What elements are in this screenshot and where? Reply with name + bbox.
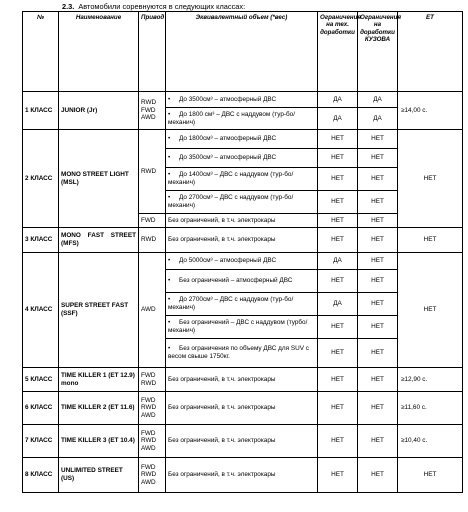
drive-type: FWD (141, 106, 156, 114)
equiv-cell (166, 92, 318, 108)
body-limit: НЕТ (358, 168, 398, 191)
equiv-text: • Без ограничения по объему ДВС для SUV с весом свыше 1750кг. (168, 345, 309, 360)
class-number: 6 КЛАСС (23, 392, 59, 425)
et-value: НЕТ (398, 458, 463, 493)
tech-limit: НЕТ (318, 191, 358, 214)
equiv-cell (166, 253, 318, 270)
equiv-cell (166, 108, 318, 130)
table-row (23, 368, 463, 392)
class-name: MONO FAST STREET (MFS) (59, 228, 139, 253)
drive-type: RWD (141, 437, 157, 445)
equiv-cell: Без ограничений, в т.ч. электрокары (166, 458, 318, 493)
equiv-cell: Без ограничений, в т.ч. электрокары (166, 368, 318, 392)
drive-type: RWD (141, 99, 157, 107)
drive-cell (139, 92, 166, 130)
drive-type: AWD (141, 478, 156, 486)
drive-type: FWD (141, 429, 156, 437)
col-header-tech: Ограничения на тех. доработки (318, 12, 358, 92)
equiv-text: • До 2700см³ – ДВС с наддувом (тур-бо/механич) (168, 194, 293, 209)
class-number: 2 КЛАСС (23, 130, 59, 228)
table-row (23, 130, 463, 149)
equiv-text: • До 3500см³ – атмосферный ДВС (168, 154, 276, 161)
drive-cell (139, 425, 166, 458)
section-number: 2.3. (62, 2, 75, 11)
tech-limit: ДА (318, 293, 358, 316)
table-row (23, 425, 463, 458)
body-limit: НЕТ (358, 339, 398, 368)
et-value: ≥11,60 с. (398, 392, 463, 425)
class-name: JUNIOR (Jr) (59, 92, 139, 130)
equiv-cell: Без ограничений, в т.ч. электрокары (166, 392, 318, 425)
tech-limit: НЕТ (318, 368, 358, 392)
equiv-cell (166, 316, 318, 339)
tech-limit: НЕТ (318, 458, 358, 493)
body-limit: НЕТ (358, 392, 398, 425)
tech-limit: ДА (318, 253, 358, 270)
class-name: MONO STREET LIGHT (MSL) (59, 130, 139, 228)
class-name: TIME KILLER 1 (ET 12.9) mono (59, 368, 139, 392)
class-number: 1 КЛАСС (23, 92, 59, 130)
et-value: НЕТ (398, 253, 463, 368)
class-number: 8 КЛАСС (23, 458, 59, 493)
class-number: 4 КЛАСС (23, 253, 59, 368)
et-value: НЕТ (398, 130, 463, 228)
equiv-text: • До 1400см³ – ДВС с наддувом (тур-бо/механич) (168, 171, 293, 186)
equiv-text: • До 1800 см³ – ДВС с наддувом (тур-бо/механич) (168, 111, 295, 126)
col-header-equiv: Эквивалентный объем (*вес) (166, 12, 318, 92)
equiv-cell (166, 293, 318, 316)
body-limit: НЕТ (358, 253, 398, 270)
tech-limit: НЕТ (318, 316, 358, 339)
class-name: UNLIMITED STREET (US) (59, 458, 139, 493)
body-limit: ДА (358, 108, 398, 130)
class-name: TIME KILLER 3 (ET 10.4) (59, 425, 139, 458)
class-name: SUPER STREET FAST (SSF) (59, 253, 139, 368)
body-limit: НЕТ (358, 130, 398, 149)
body-limit: НЕТ (358, 316, 398, 339)
equiv-text: • Без ограничений – атмосферный ДВС (168, 277, 292, 284)
equiv-text: • До 3500см³ – атмосферный ДВС (168, 96, 276, 103)
drive-type: AWD (141, 444, 156, 452)
tech-limit: НЕТ (318, 339, 358, 368)
equiv-cell (166, 149, 318, 168)
col-header-number: № (23, 12, 59, 92)
section-heading (62, 2, 245, 11)
body-limit: НЕТ (358, 293, 398, 316)
class-number: 5 КЛАСС (23, 368, 59, 392)
tech-limit: НЕТ (318, 270, 358, 293)
drive-type: AWD (141, 411, 156, 419)
body-limit: НЕТ (358, 191, 398, 214)
tech-limit: НЕТ (318, 168, 358, 191)
drive-type: RWD (139, 130, 166, 214)
drive-type: RWD (139, 228, 166, 253)
drive-type: FWD (141, 463, 156, 471)
tech-limit: НЕТ (318, 149, 358, 168)
equiv-cell (166, 270, 318, 293)
et-value: ≥14,00 с. (398, 92, 463, 130)
body-limit: НЕТ (358, 270, 398, 293)
equiv-cell (166, 339, 318, 368)
body-limit: НЕТ (358, 425, 398, 458)
drive-type: FWD (141, 371, 156, 379)
equiv-cell (166, 191, 318, 214)
body-limit: НЕТ (358, 214, 398, 228)
drive-type: RWD (141, 471, 157, 479)
et-value: ≥12,90 с. (398, 368, 463, 392)
tech-limit: НЕТ (318, 130, 358, 149)
tech-limit: НЕТ (318, 228, 358, 253)
tech-limit: НЕТ (318, 392, 358, 425)
col-header-body: Ограничения на доработки КУЗОВА (358, 12, 398, 92)
col-header-drive: Привод (139, 12, 166, 92)
drive-type: AWD (139, 253, 166, 368)
drive-cell (139, 392, 166, 425)
equiv-cell: Без ограничений, в т.ч. электрокары (166, 214, 318, 228)
equiv-text: • Без ограничений – ДВС с наддувом (турбо/механич) (168, 319, 307, 334)
drive-cell (139, 368, 166, 392)
equiv-cell: Без ограничений, в т.ч. электрокары (166, 425, 318, 458)
tech-limit: ДА (318, 92, 358, 108)
et-value: НЕТ (398, 228, 463, 253)
classes-table (22, 11, 463, 493)
body-limit: НЕТ (358, 228, 398, 253)
equiv-cell (166, 130, 318, 149)
tech-limit: НЕТ (318, 425, 358, 458)
et-value: ≥10,40 с. (398, 425, 463, 458)
col-header-et: ET (398, 12, 463, 92)
drive-type: RWD (141, 404, 157, 412)
section-text: Автомобили соревнуются в следующих классах: (78, 2, 246, 11)
col-header-name: Наименование (59, 12, 139, 92)
class-number: 3 КЛАСС (23, 228, 59, 253)
equiv-cell (166, 168, 318, 191)
body-limit: ДА (358, 92, 398, 108)
class-number: 7 КЛАСС (23, 425, 59, 458)
drive-type: RWD (141, 379, 157, 387)
header-row (23, 12, 463, 92)
tech-limit: ДА (318, 108, 358, 130)
equiv-cell: Без ограничений, в т.ч. электрокары (166, 228, 318, 253)
equiv-text: • До 2700см³ – ДВС с наддувом (тур-бо/механич) (168, 296, 293, 311)
table-row (23, 458, 463, 493)
table-row (23, 228, 463, 253)
drive-type: FWD (141, 396, 156, 404)
body-limit: НЕТ (358, 149, 398, 168)
drive-type: FWD (139, 214, 166, 228)
table-row (23, 253, 463, 270)
body-limit: НЕТ (358, 458, 398, 493)
drive-cell (139, 458, 166, 493)
body-limit: НЕТ (358, 368, 398, 392)
tech-limit: НЕТ (318, 214, 358, 228)
class-name: TIME KILLER 2 (ET 11.6) (59, 392, 139, 425)
drive-type: AWD (141, 114, 156, 122)
table-row (23, 392, 463, 425)
equiv-text: • До 5000см³ – атмосферный ДВС (168, 257, 276, 264)
equiv-text: • До 1800см³ – атмосферный ДВС (168, 135, 276, 142)
table-row (23, 92, 463, 108)
